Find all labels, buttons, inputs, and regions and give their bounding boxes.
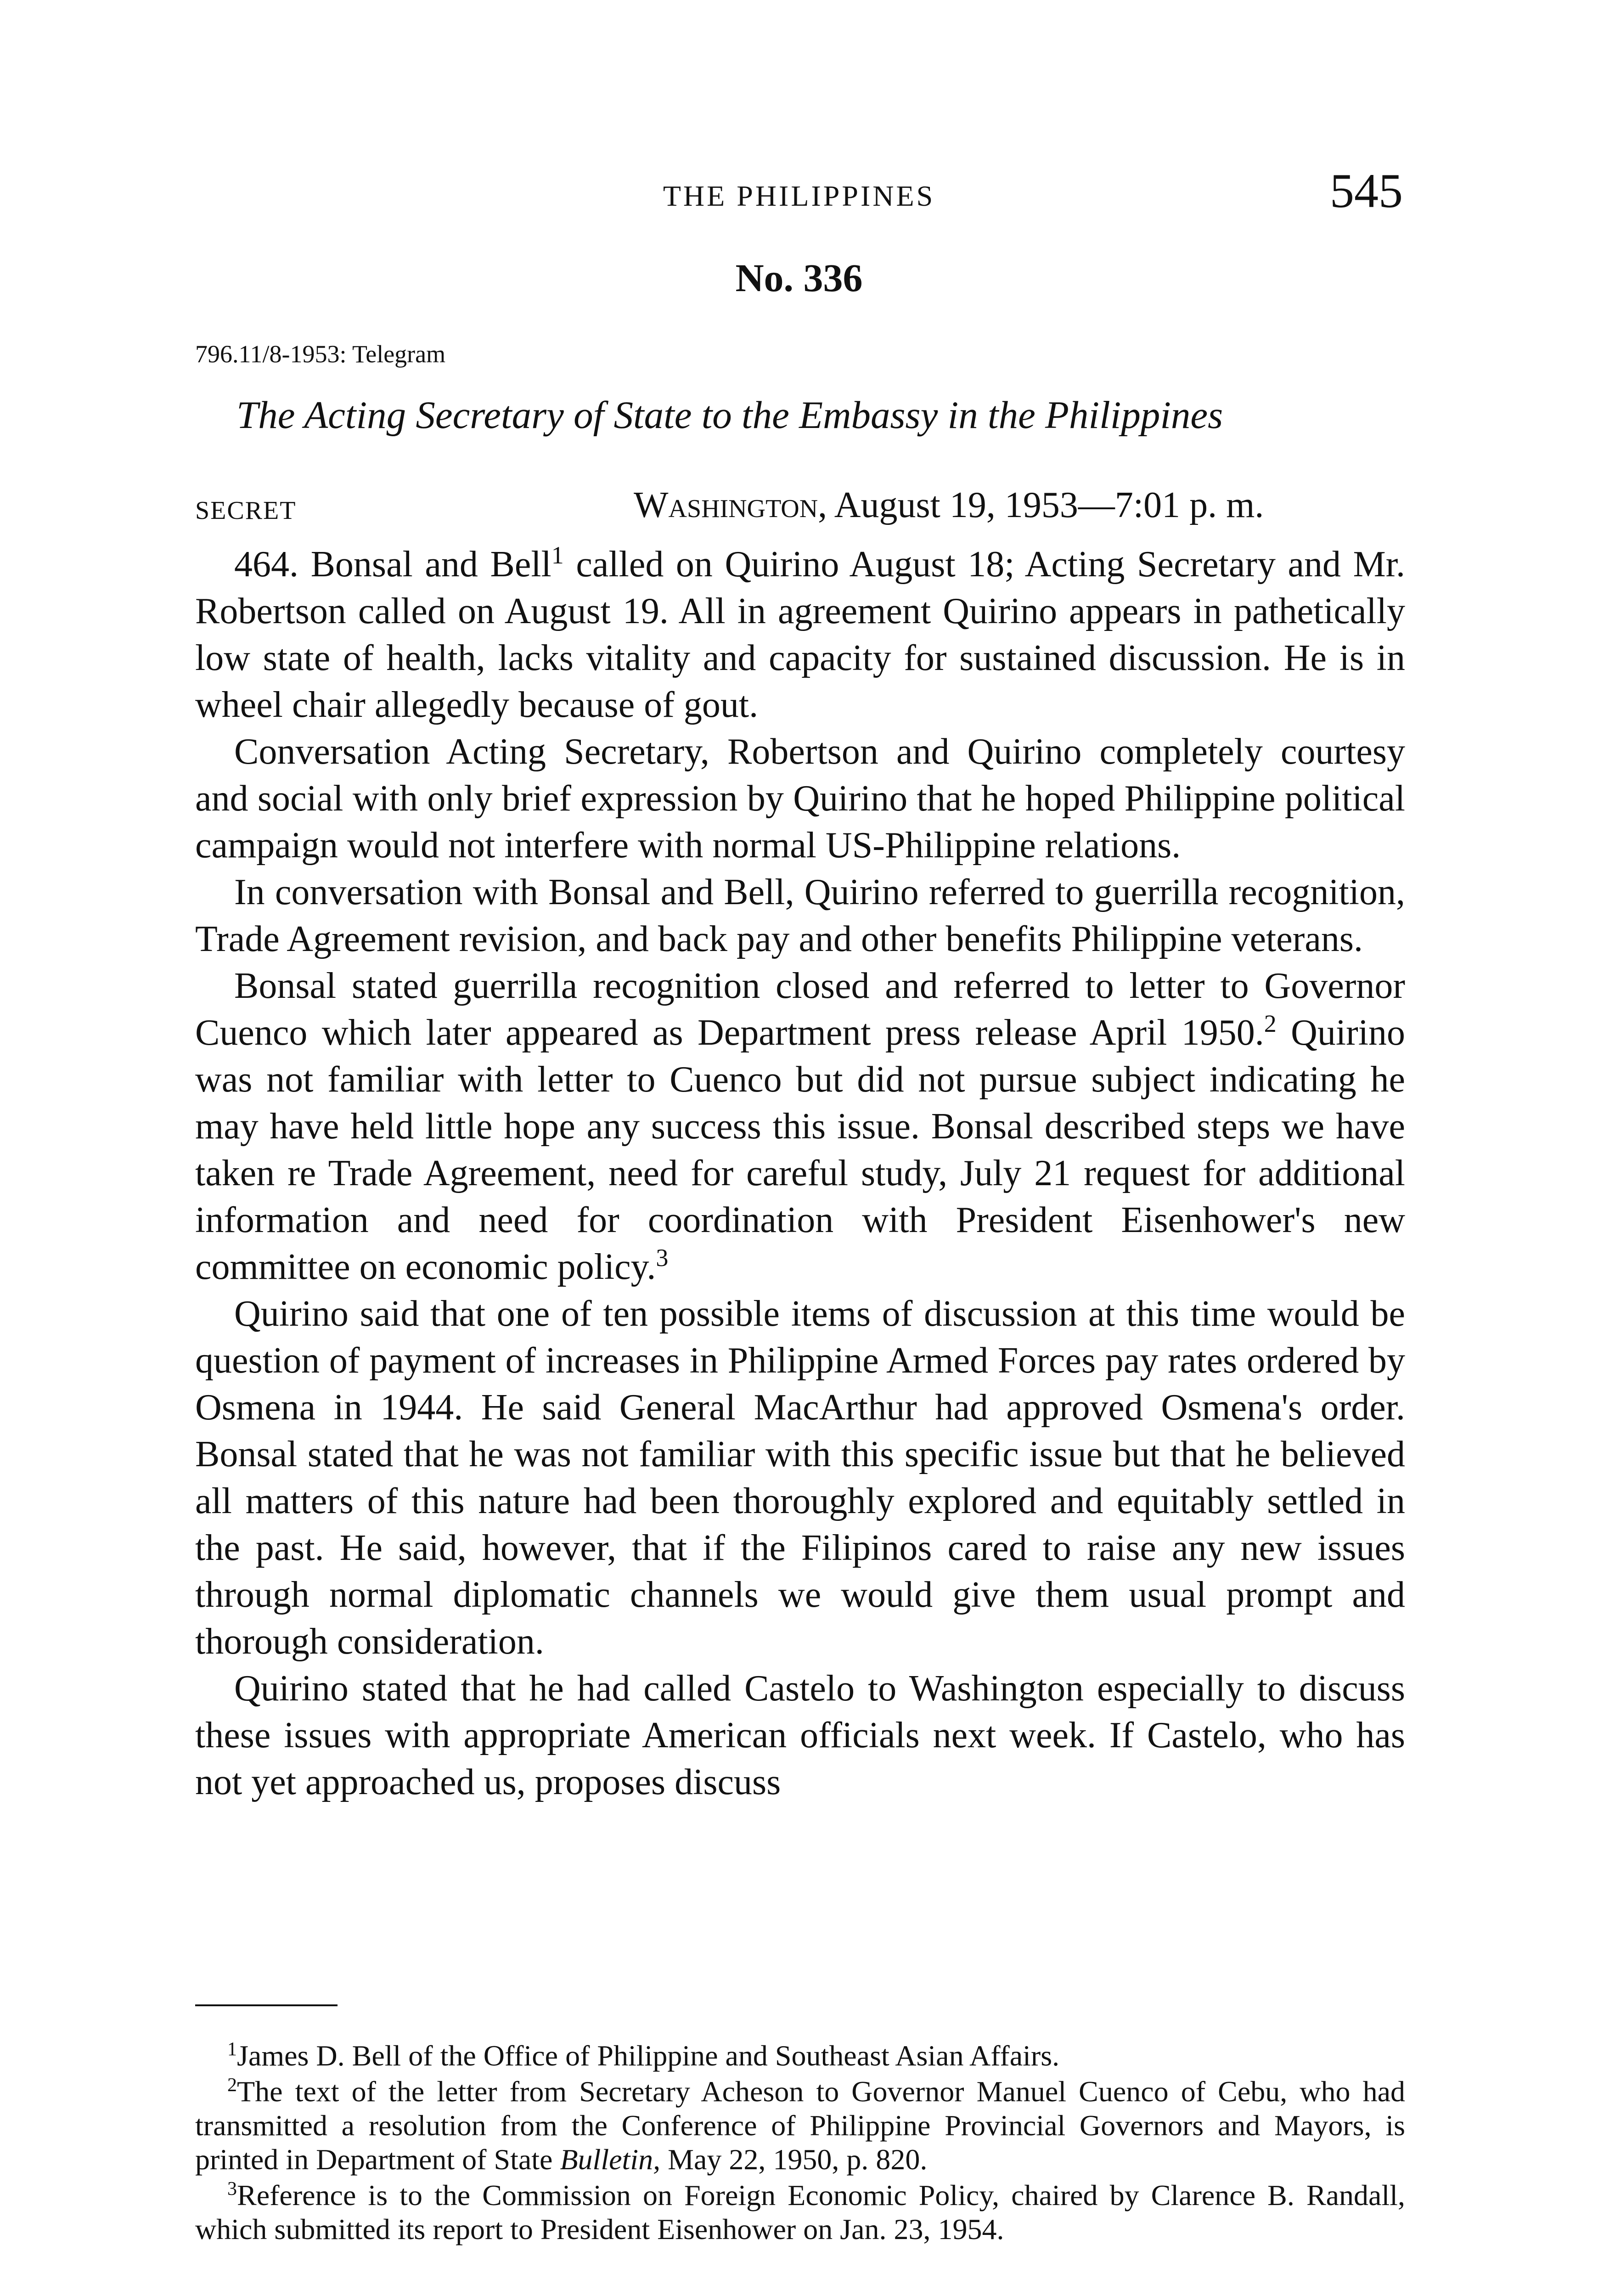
footnote-3-mark: 3 [227,2178,237,2200]
document-title: The Acting Secretary of State to the Embassy in the Philippines [236,394,1223,437]
paragraph-3: In conversation with Bonsal and Bell, Quirino referred to guerrilla recognition, Trade Agreement revision, and back pay and other benefits Philippine veterans. [195,872,1405,959]
running-head: THE PHILIPPINES [663,180,935,212]
footnote-2-bulletin: Bulletin, [560,2143,661,2176]
paragraph-1-text-b: called on Quirino August 18; Acting Secretary and Mr. Robertson called on August 19. All in agreement Quirino appears in pathetically low state of health, lacks vitality and capacity for sustained discussion. He is in wheel chair allegedly because of gout. [195,544,1405,725]
file-reference: 796.11/8-1953: Telegram [195,340,446,368]
dateline [634,484,1264,526]
footnote-3 [195,2178,1405,2246]
footnote-ref-1: 1 [551,541,564,569]
page-number: 545 [1330,164,1403,218]
paragraph-4-text-a: Bonsal stated guerrilla recognition closed and referred to letter to Governor Cuenco which later appeared as Department press release April 1950. [195,966,1405,1053]
dateline-date: August 19, 1953—7:01 p. m. [827,485,1264,525]
footnote-2-text-b: May 22, 1950, p. 820. [660,2143,928,2176]
footnote-2 [195,2075,1405,2177]
footnote-2-text-a: The text of the letter from Secretary Acheson to Governor Manuel Cuenco of Cebu, who had transmitted a resolution from the Conference of Philippine Provincial Governors and Mayors, is printed in Department of State [195,2075,1405,2176]
paragraph-6: Quirino stated that he had called Castelo to Washington especially to discuss these issues with appropriate American officials next week. If Castelo, who has not yet approached us, proposes discuss [195,1668,1405,1802]
telegram-body [195,541,1405,1806]
footnote-ref-3: 3 [656,1244,669,1272]
paragraph-2: Conversation Acting Secretary, Robertson and Quirino completely courtesy and social with only brief expression by Quirino that he hoped Philippine political campaign would not interfere with normal US-Philippine relations. [195,732,1405,866]
footnote-1 [195,2039,1405,2073]
footnote-ref-2: 2 [1264,1010,1277,1037]
classification-label: SECRET [195,496,297,525]
document-number: No. 336 [735,256,863,300]
dateline-place: Washington, [634,485,827,525]
footnote-3-text: Reference is to the Commission on Foreign Economic Policy, chaired by Clarence B. Randall, which submitted its report to President Eisenhower on Jan. 23, 1954. [195,2179,1405,2245]
footnotes [195,2039,1405,2248]
footnote-2-mark: 2 [227,2075,237,2096]
paragraph-1 [195,541,1405,728]
paragraph-4-text-b: Quirino was not familiar with letter to Cuenco but did not pursue subject indicating he may have held little hope any success this issue. Bonsal described steps we have taken re Trade Agreement, need for careful study, July 21 request for additional information and need for coordination with President Eisenhower's new committee on economic policy. [195,1013,1405,1287]
paragraph-1-text-a: 464. Bonsal and Bell [234,544,551,585]
paragraph-5: Quirino said that one of ten possible items of discussion at this time would be question of payment of increases in Philippine Armed Forces pay rates ordered by Osmena in 1944. He said General MacArthur had approved Osmena's order. Bonsal stated that he was not familiar with this specific issue but that he believed all matters of this nature had been thoroughly explored and equitably settled in the past. He said, however, that if the Filipinos cared to raise any new issues through normal diplomatic channels we would give them usual prompt and thorough consideration. [195,1294,1405,1662]
footnote-rule [195,2004,338,2006]
footnote-1-mark: 1 [227,2039,237,2060]
footnote-1-text: James D. Bell of the Office of Philippine and Southeast Asian Affairs. [237,2039,1060,2072]
paragraph-4 [195,962,1405,1290]
